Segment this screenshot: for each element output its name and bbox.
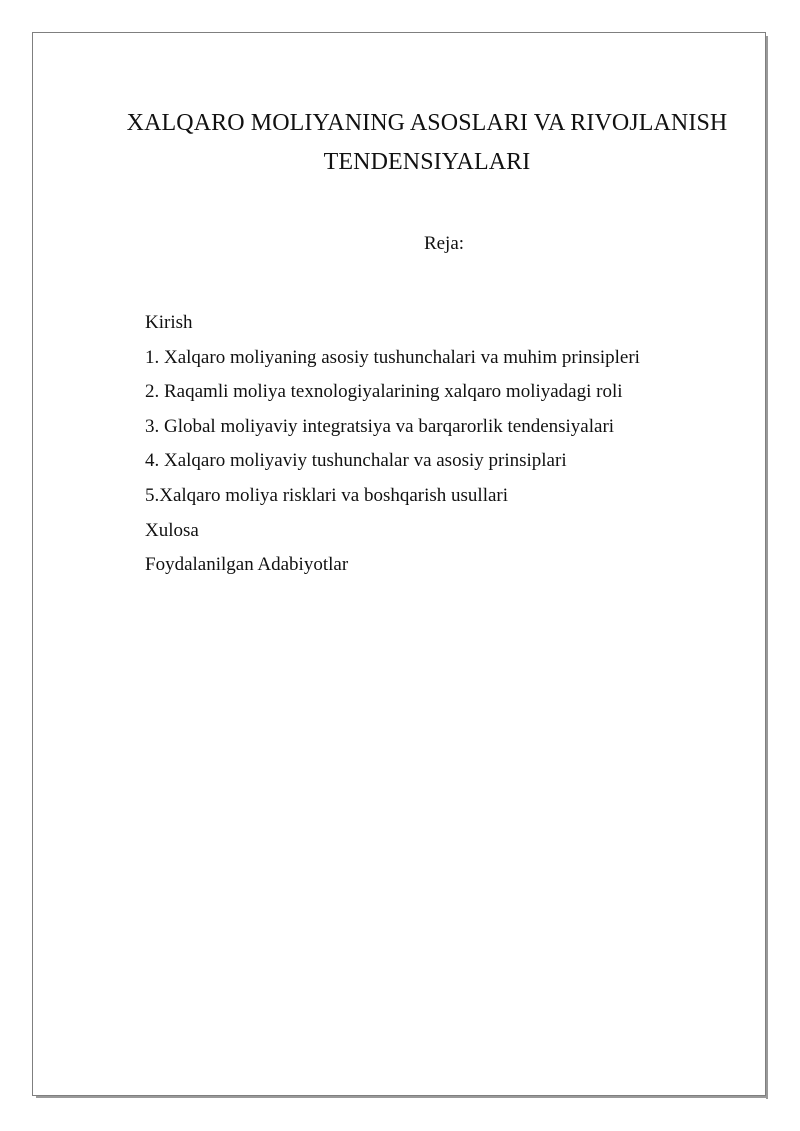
plan-item-5: 5.Xalqaro moliya risklari va boshqarish usullari: [145, 484, 509, 506]
plan-item-4: 4. Xalqaro moliyaviy tushunchalar va asosiy prinsiplari: [145, 450, 567, 472]
document-title: [32, 104, 800, 182]
plan-list: [145, 306, 640, 583]
plan-item-references: Foydalanilgan Adabiyotlar: [145, 554, 349, 576]
document-title-line-2: TENDENSIYALARI: [323, 149, 531, 175]
plan-heading: Reja:: [423, 233, 465, 254]
page-shadow-bottom: [36, 1096, 768, 1098]
plan-item-introduction: Kirish: [145, 312, 193, 333]
document-title-line-1: XALQARO MOLIYANING ASOSLARI VA RIVOJLANISH: [126, 110, 728, 136]
plan-item-conclusion: Xulosa: [145, 519, 199, 541]
plan-item-3: 3. Global moliyaviy integratsiya va barqarorlik tendensiyalari: [145, 415, 615, 437]
plan-item-2: 2. Raqamli moliya texnologiyalarining xalqaro moliyadagi roli: [145, 381, 623, 403]
plan-item-1: 1. Xalqaro moliyaning asosiy tushunchalari va muhim prinsipleri: [145, 346, 640, 368]
page-shadow-right: [766, 36, 768, 1099]
